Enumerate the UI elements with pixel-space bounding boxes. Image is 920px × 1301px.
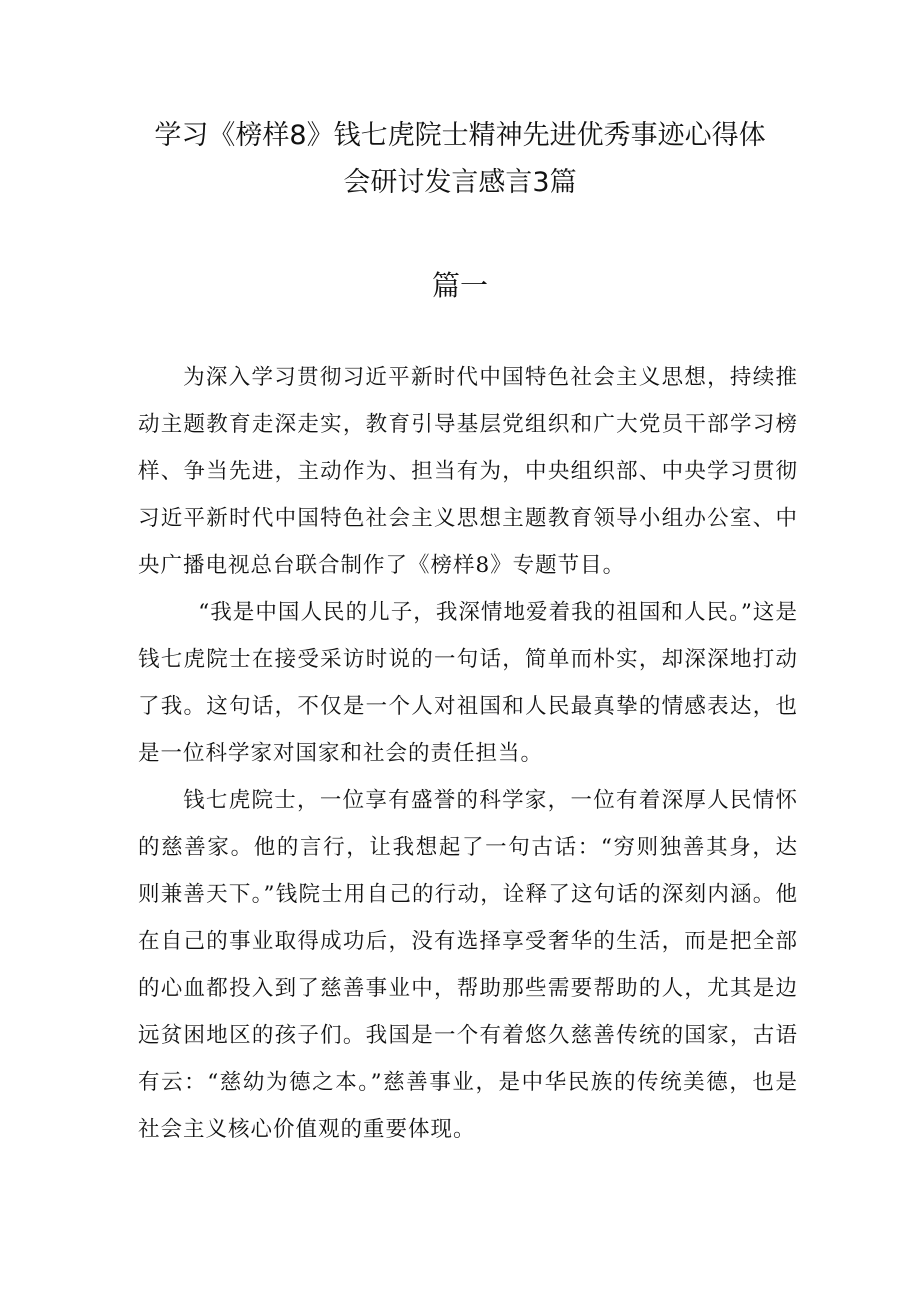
document-title (100, 112, 820, 206)
paragraph-2: “我是中国人民的儿子，我深情地爱着我的祖国和人民。”这是钱七虎院士在接受采访时说的一句话，简单而朴实，却深深地打动了我。这句话，不仅是一个人对祖国和人民最真挚的情感表达，也是一位科学家对国家和社会的责任担当。 (138, 600, 798, 766)
document-title-line-1: 学习《榜样8》钱七虎院士精神先进优秀事迹心得体 (154, 120, 766, 151)
section-heading: 篇一 (431, 269, 488, 302)
paragraph-1: 为深入学习贯彻习近平新时代中国特色社会主义思想，持续推动主题教育走深走实，教育引导基层党组织和广大党员干部学习榜样、争当先进，主动作为、担当有为，中央组织部、中央学习贯彻习近平新时代中国特色社会主义思想主题教育领导小组办公室、中央广播电视总台联合制作了《榜样8》专题节目。 (138, 365, 798, 578)
document-title-line-2: 会研讨发言感言3篇 (343, 167, 577, 198)
paragraph-3: 钱七虎院士，一位享有盛誉的科学家，一位有着深厚人民情怀的慈善家。他的言行，让我想起了一句古话：“穷则独善其身，达则兼善天下。”钱院士用自己的行动，诠释了这句话的深刻内涵。他在自己的事业取得成功后，没有选择享受奢华的生活，而是把全部的心血都投入到了慈善事业中，帮助那些需要帮助的人，尤其是边远贫困地区的孩子们。我国是一个有着悠久慈善传统的国家，古语有云：“慈幼为德之本。”慈善事业，是中华民族的传统美德，也是社会主义核心价值观的重要体现。 (138, 788, 798, 1142)
body-text (138, 354, 798, 1153)
